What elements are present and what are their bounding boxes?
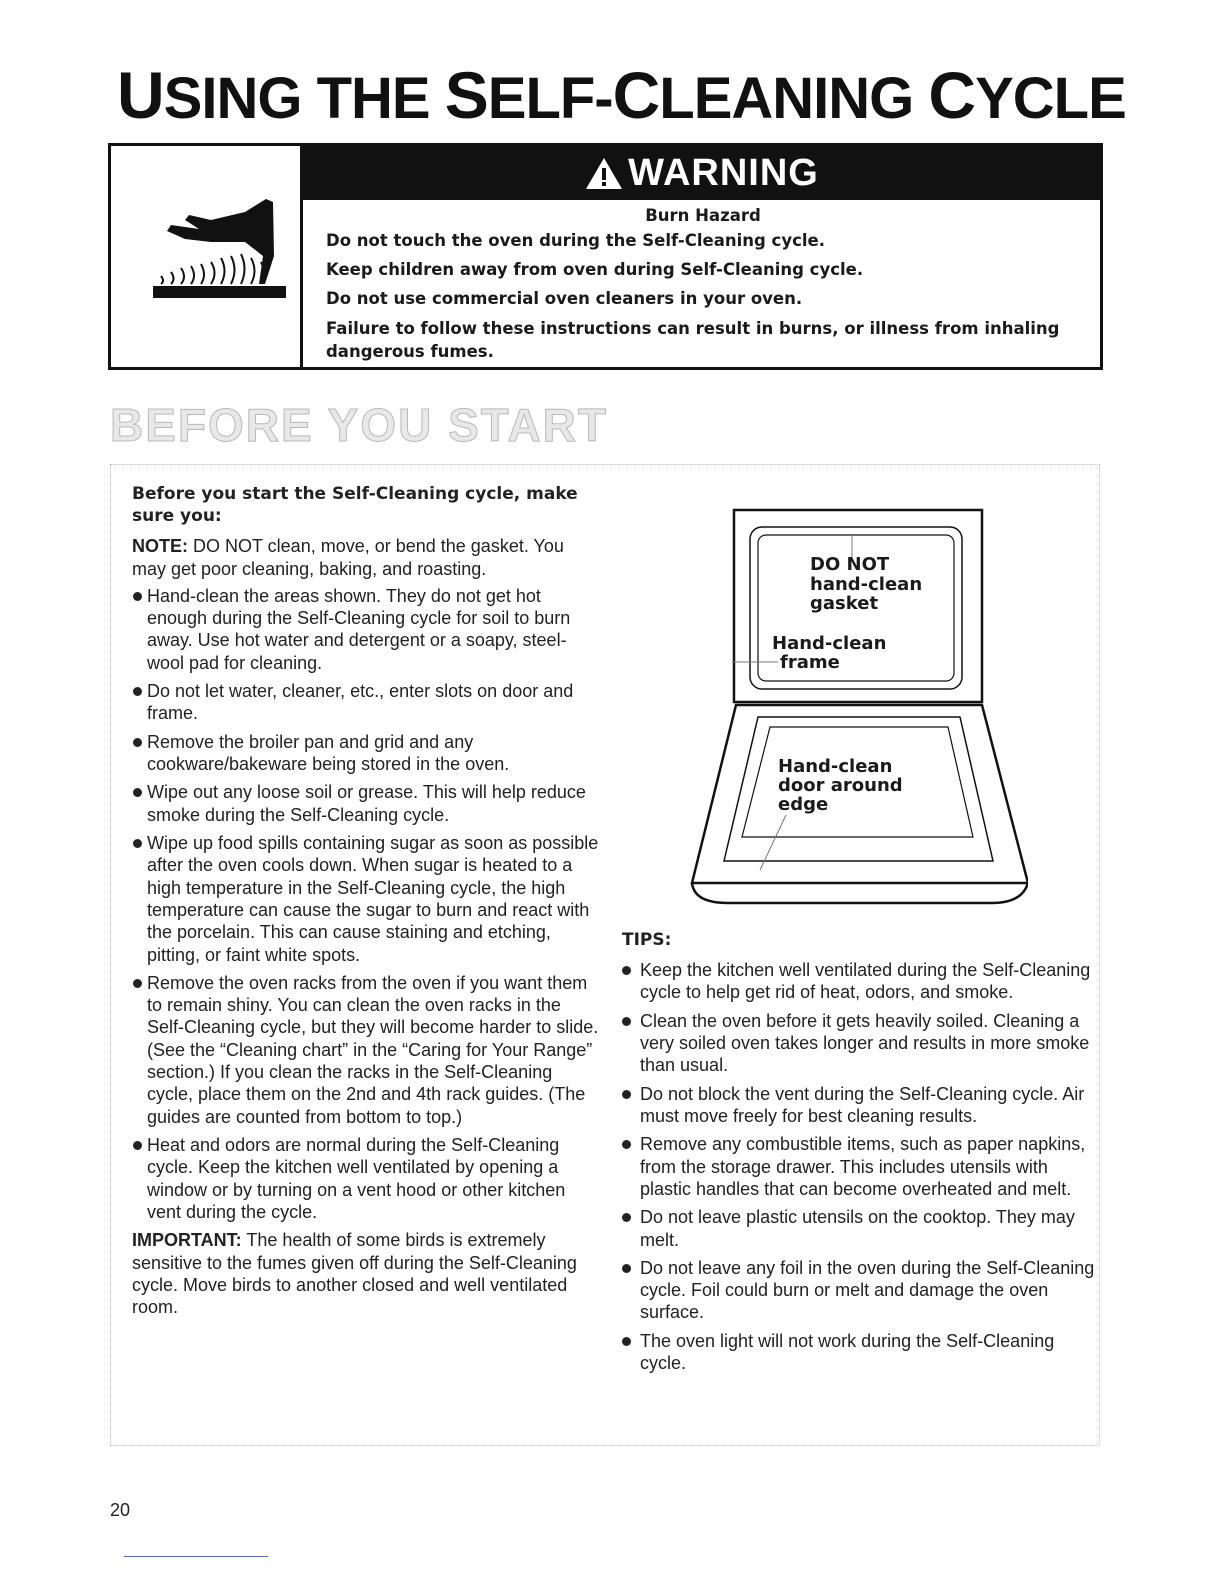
- section-title: BEFORE YOU START: [110, 399, 608, 451]
- door-label-line3: edge: [778, 794, 829, 815]
- tips-column: [622, 930, 1102, 1380]
- tips-label: TIPS:: [622, 930, 672, 950]
- list-item: Remove any combustible items, such as paper napkins, from the storage drawer. This includes utensils with plastic handles that can become overheated and melt.: [622, 1133, 1102, 1200]
- oven-diagram: [688, 505, 1028, 915]
- list-item: Do not leave any foil in the oven during the Self-Cleaning cycle. Foil could burn or melt and damage the oven surface.: [622, 1257, 1102, 1324]
- list-item: The oven light will not work during the Self-Cleaning cycle.: [622, 1330, 1102, 1375]
- frame-label-line1: Hand-clean: [772, 633, 887, 654]
- gasket-label-line1: DO NOT: [810, 554, 890, 575]
- frame-label-line2: frame: [780, 652, 840, 673]
- list-item: Keep the kitchen well ventilated during the Self-Cleaning cycle to help get rid of heat, odors, and smoke.: [622, 959, 1102, 1004]
- tips-list: [622, 959, 1102, 1374]
- warning-line: Keep children away from oven during Self-Cleaning cycle.: [326, 259, 864, 279]
- warning-line: Failure to follow these instructions can result in burns, or illness from inhaling dangerous fumes.: [326, 319, 1060, 362]
- hot-surface-hand-icon: [141, 196, 286, 311]
- important-label: IMPORTANT:: [132, 1230, 242, 1251]
- footer-rule: [124, 1556, 268, 1557]
- page-title: USING THE SELF-CLEANING CYCLE: [117, 58, 1126, 132]
- list-item: Do not leave plastic utensils on the cooktop. They may melt.: [622, 1206, 1102, 1251]
- door-label-line2: door around: [778, 775, 903, 796]
- important-text: The health of some birds is extremely sensitive to the fumes given off during the Self-Cleaning cycle. Move birds to another closed and well ventilated room.: [132, 1230, 577, 1318]
- list-item: Wipe up food spills containing sugar as soon as possible after the oven cools down. When sugar is heated to a high temperature in the Self-Cleaning cycle, the high temperature can cause the sugar to burn and react with the porcelain. This can cause staining and etching, pitting, or faint white spots.: [132, 832, 602, 966]
- warning-triangle-icon: [584, 155, 624, 191]
- gasket-label-line3: gasket: [810, 593, 879, 614]
- gasket-label-line2: hand-clean: [810, 574, 923, 595]
- door-bottom: [692, 883, 1028, 903]
- warning-body: [326, 204, 1080, 373]
- list-item: Hand-clean the areas shown. They do not get hot enough during the Self-Cleaning cycle for soil to burn away. Use hot water and detergent or a soapy, steel-wool pad for cleaning.: [132, 585, 602, 674]
- warning-line: Do not touch the oven during the Self-Cleaning cycle.: [326, 231, 825, 250]
- list-item: Remove the oven racks from the oven if you want them to remain shiny. You can clean the oven racks in the Self-Cleaning cycle, but they will become harder to slide. (See the “Cleaning chart” in the “Caring for Your Range” section.) If you clean the racks in the Self-Cleaning cycle, place them on the 2nd and 4th rack guides. (The guides are counted from bottom to top.): [132, 972, 602, 1128]
- list-item: Wipe out any loose soil or grease. This will help reduce smoke during the Self-Cleaning cycle.: [132, 781, 602, 826]
- warning-title: WARNING: [628, 151, 819, 194]
- note-text: DO NOT clean, move, or bend the gasket. You may get poor cleaning, baking, and roasting.: [132, 536, 564, 579]
- warning-subheader: Burn Hazard: [645, 206, 761, 225]
- list-item: Remove the broiler pan and grid and any cookware/bakeware being stored in the oven.: [132, 731, 602, 776]
- note-paragraph: [132, 535, 602, 580]
- important-paragraph: [132, 1229, 602, 1318]
- list-item: Heat and odors are normal during the Self-Cleaning cycle. Keep the kitchen well ventilated by opening a window or by turning on a vent hood or other kitchen vent during the cycle.: [132, 1134, 602, 1223]
- intro-text: Before you start the Self-Cleaning cycle, make sure you:: [132, 484, 578, 527]
- warning-box: [108, 143, 1103, 370]
- instruction-list: [132, 585, 602, 1223]
- instructions-column: [132, 483, 602, 1324]
- warning-header: [303, 146, 1100, 200]
- note-label: NOTE:: [132, 536, 188, 557]
- list-item: Do not block the vent during the Self-Cleaning cycle. Air must move freely for best cleaning results.: [622, 1083, 1102, 1128]
- list-item: Clean the oven before it gets heavily soiled. Cleaning a very soiled oven takes longer and results in more smoke than usual.: [622, 1010, 1102, 1077]
- page-number: 20: [110, 1500, 131, 1520]
- warning-line: Do not use commercial oven cleaners in your oven.: [326, 288, 803, 308]
- door-label-line1: Hand-clean: [778, 756, 893, 777]
- list-item: Do not let water, cleaner, etc., enter slots on door and frame.: [132, 680, 602, 725]
